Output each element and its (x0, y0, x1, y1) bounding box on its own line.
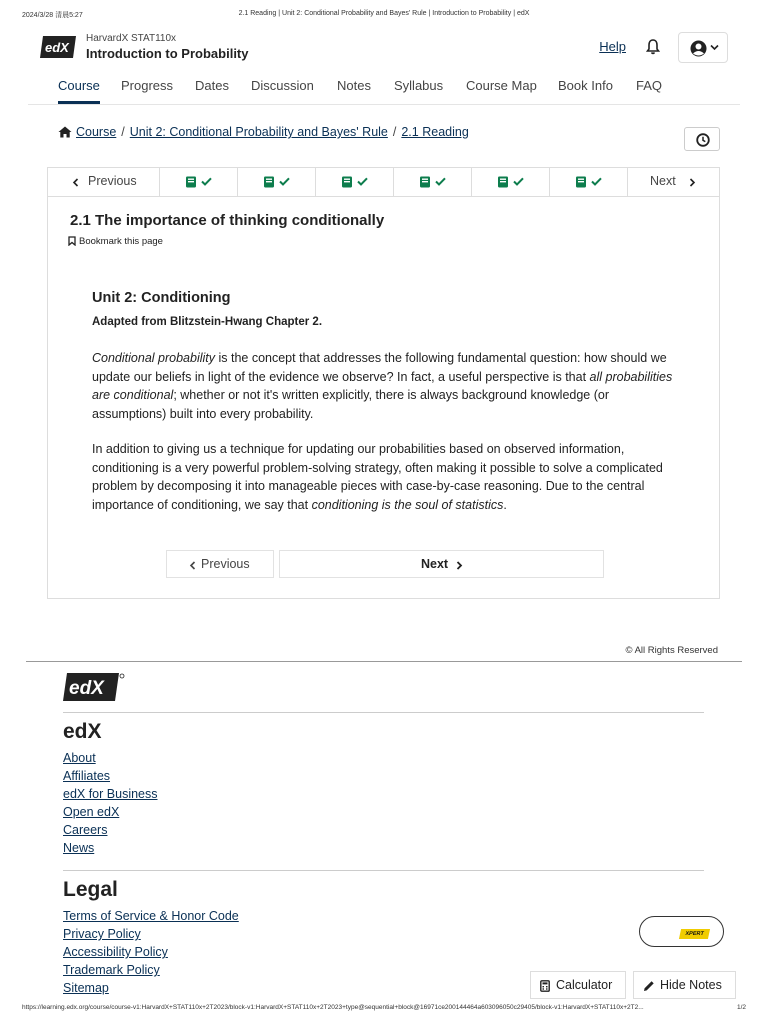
tab-syllabus[interactable]: Syllabus (394, 78, 444, 93)
hide-notes-label: Hide Notes (660, 978, 722, 992)
bookmark-label: Bookmark this page (79, 236, 163, 247)
edx-footer-logo[interactable] (63, 672, 125, 702)
tab-dates[interactable]: Dates (195, 78, 229, 93)
sequence-unit-2[interactable] (238, 168, 316, 196)
chevron-left-icon (72, 178, 79, 187)
chevron-down-icon (710, 43, 719, 52)
bottom-previous-button[interactable] (166, 550, 274, 578)
footer-divider (63, 870, 704, 871)
edx-logo[interactable] (40, 36, 76, 58)
tab-progress[interactable]: Progress (121, 78, 174, 93)
xpert-badge: XPERT (679, 929, 710, 939)
content-subheading: Adapted from Blitzstein-Hwang Chapter 2. (92, 316, 323, 328)
tab-notes[interactable]: Notes (337, 78, 371, 93)
pencil-icon (643, 980, 655, 992)
footer-link-item (63, 751, 158, 769)
home-icon (58, 126, 72, 138)
tab-discussion[interactable]: Discussion (251, 78, 314, 93)
footer-link-item (63, 963, 239, 981)
footer-link-affiliates[interactable]: Affiliates (63, 769, 111, 784)
emphasis: conditioning is the soul of statistics (311, 498, 504, 513)
print-url: https://learning.edx.org/course/course-v1:HarvardX+STAT110x+2T2023/block-v1:HarvardX+STAT110x+2T2023+type@sequential+block@16971ce200144464a603096050c29405/block-v1:HarvardX+STAT110x+2T2... (22, 1004, 644, 1011)
tab-faq[interactable]: FAQ (636, 78, 663, 93)
paragraph-1 (92, 349, 682, 424)
tab-book-info[interactable]: Book Info (558, 78, 613, 93)
check-icon (279, 177, 290, 186)
breadcrumb (58, 125, 469, 139)
content-heading: Unit 2: Conditioning (92, 290, 231, 306)
book-icon (263, 176, 275, 188)
footer-link-sitemap[interactable]: Sitemap (63, 981, 109, 996)
tab-divider (28, 104, 740, 105)
sequence-unit-3[interactable] (316, 168, 394, 196)
footer-link-accessibility[interactable]: Accessibility Policy (63, 945, 168, 960)
emphasis: Conditional probability (92, 351, 215, 365)
print-page-title: 2.1 Reading | Unit 2: Conditional Probability and Bayes' Rule | Introduction to Probability | edX (238, 10, 530, 17)
course-meta (86, 33, 249, 61)
sequence-unit-5[interactable] (472, 168, 550, 196)
footer-link-item (63, 841, 158, 859)
footer-divider (26, 661, 742, 662)
print-header (22, 10, 746, 22)
tab-course-map[interactable]: Course Map (466, 78, 537, 93)
book-icon (419, 176, 431, 188)
user-menu-button[interactable] (678, 32, 728, 63)
footer-link-open-edx[interactable]: Open edX (63, 805, 120, 820)
due-dates-button[interactable] (684, 127, 720, 151)
print-page-number: 1/2 (736, 1004, 746, 1011)
footer-links-edx (63, 751, 158, 860)
sequence-next-label: Next (650, 174, 676, 188)
unit-title: 2.1 The importance of thinking conditionally (70, 212, 385, 229)
print-footer (22, 1004, 746, 1016)
sequence-navigation (47, 167, 720, 197)
user-circle-icon (690, 40, 707, 57)
breadcrumb-unit[interactable]: Unit 2: Conditional Probability and Bayes' Rule (129, 125, 388, 139)
footer-links-legal (63, 909, 239, 999)
footer-link-item (63, 927, 239, 945)
paragraph-text: ; whether or not it's written explicitly, there is always background knowledge (or assumptions) built into every probability. (92, 388, 609, 422)
tab-course[interactable]: Course (58, 78, 100, 104)
footer-link-item (63, 823, 158, 841)
footer-section-title-edx: edX (63, 720, 102, 743)
clock-icon (696, 133, 710, 147)
book-icon (341, 176, 353, 188)
course-org: HarvardX STAT110x (86, 33, 177, 44)
bottom-previous-label: Previous (201, 557, 250, 571)
breadcrumb-separator: / (392, 125, 397, 139)
bookmark-button[interactable] (68, 236, 163, 247)
check-icon (513, 177, 524, 186)
copyright-notice: © All Rights Reserved (625, 645, 718, 656)
footer-divider (63, 712, 704, 713)
breadcrumb-separator: / (121, 125, 125, 139)
hide-notes-button[interactable] (633, 971, 736, 999)
sequence-previous-label: Previous (88, 174, 137, 188)
paragraph-text: In addition to giving us a technique for updating our probabilities based on observed information, conditioning is a very powerful problem-solving strategy, often making it possible to solve a complicated problem by decomposing it into manageable pieces with case-by-case reasoning. Due to the central importance of conditioning, we say that (92, 442, 663, 513)
footer-link-item (63, 909, 239, 927)
footer-link-item (63, 945, 239, 963)
calculator-icon (540, 980, 550, 992)
check-icon (201, 177, 212, 186)
paragraph-text: is the concept that addresses the following fundamental question: how should we update our beliefs in light of the evidence we observe? In fact, a useful perspective is that (92, 351, 667, 384)
bottom-next-label: Next (421, 557, 449, 571)
breadcrumb-section[interactable]: 2.1 Reading (401, 125, 469, 139)
chevron-left-icon (189, 561, 196, 570)
print-datetime: 2024/3/28 清晨5:27 (22, 12, 83, 19)
check-icon (591, 177, 602, 186)
content-card (47, 197, 720, 599)
paragraph-2 (92, 440, 682, 515)
check-icon (435, 177, 446, 186)
chevron-right-icon (689, 178, 696, 187)
book-icon (575, 176, 587, 188)
sequence-unit-4[interactable] (394, 168, 472, 196)
footer-link-item (63, 805, 158, 823)
footer-link-edx-for-business[interactable]: edX for Business (63, 787, 158, 802)
footer-link-privacy[interactable]: Privacy Policy (63, 927, 141, 942)
svg-text:edX: edX (69, 678, 104, 699)
footer-link-item (63, 787, 158, 805)
course-title: Introduction to Probability (86, 46, 249, 61)
footer-link-trademark[interactable]: Trademark Policy (63, 963, 160, 978)
bell-icon[interactable] (646, 39, 660, 55)
sequence-unit-6[interactable] (550, 168, 628, 196)
course-tabs (48, 78, 740, 104)
footer-link-careers[interactable]: Careers (63, 823, 108, 838)
footer-link-item (63, 769, 158, 787)
calculator-label: Calculator (556, 978, 613, 992)
sequence-unit-1[interactable] (160, 168, 238, 196)
svg-text:edX: edX (45, 40, 69, 55)
xpert-chat-button[interactable] (639, 916, 724, 947)
footer-section-title-legal: Legal (63, 878, 118, 901)
footer-link-about[interactable]: About (63, 751, 96, 765)
emphasis: all probabilities are conditional (92, 369, 673, 403)
chevron-right-icon (456, 561, 463, 570)
bottom-next-button[interactable] (279, 550, 604, 578)
footer-link-item (63, 981, 239, 999)
footer-link-news[interactable]: News (63, 841, 95, 856)
book-icon (497, 176, 509, 188)
bookmark-icon (68, 236, 76, 246)
breadcrumb-course[interactable]: Course (76, 125, 117, 139)
sequence-next-button[interactable] (628, 168, 721, 196)
site-header (40, 30, 728, 66)
help-link[interactable]: Help (599, 39, 626, 54)
check-icon (357, 177, 368, 186)
calculator-button[interactable] (530, 971, 626, 999)
paragraph-text: . (503, 498, 507, 513)
footer-link-terms[interactable]: Terms of Service & Honor Code (63, 909, 239, 923)
book-icon (185, 176, 197, 188)
sequence-previous-button[interactable] (48, 168, 160, 196)
